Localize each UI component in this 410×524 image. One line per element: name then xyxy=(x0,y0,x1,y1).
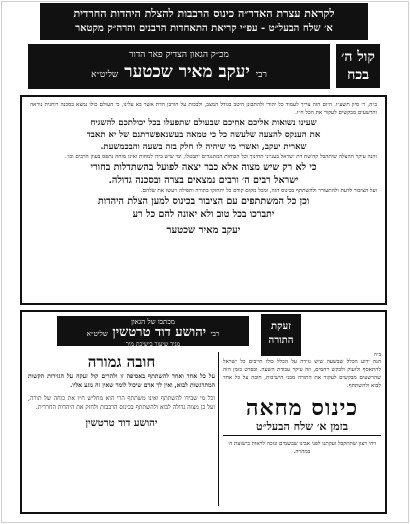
section2-signature: יהושע דוד טרטשין xyxy=(85,418,158,429)
section1-paragraph2: והנה עיקר ההצלה שיתהבל קדושת דת ישראל בענייני החינוך וכל הכוחות המתנגדים יתבטלו, ומי שיש בידו למחות ואינו מוחה נתפס בעוון הרבים וכו׳. xyxy=(65,154,377,160)
announcement-text: הנה ידוע הכלל שבשעה שיש גזירה על הכלל כולו חייבים כל ישראל להתאסף ולזעוק ולבקש רחמים, וזה עיקר עבודת השעה. ובפרט בזמן הזה שהרשעים מבקשים לעקור את התורה מבני הישיבות, חובה על כל אחד לבוא ולהשתתף. xyxy=(223,359,381,389)
announcement-rule xyxy=(223,435,381,436)
kol-hashem-title-box: קול ה׳ בכח xyxy=(336,44,380,88)
section1-big-line4: יתברכו בכל טוב ולא יאונה להם כל רע xyxy=(132,209,275,220)
section2-subtitle: מכתבו של הגאון xyxy=(131,318,175,326)
top-banner xyxy=(40,3,368,40)
section1-big-line1: כי לא רק שיש מצוה אלא כבר יצאה לפועל בהשתדלות בחורי xyxy=(90,162,317,173)
section1-name-prefix: רבי xyxy=(255,70,267,80)
section1-letter xyxy=(20,95,387,305)
section1-signature: יעקב מאיר שכטער xyxy=(166,225,241,236)
section1-subtitle: מכ״ק הגאון הצדיק פאר הדור xyxy=(129,50,229,60)
zaakas-hatorah-title-box: זעקת התורה xyxy=(261,314,301,356)
section2-letter xyxy=(28,352,215,510)
announcement-date: ב״ה xyxy=(373,352,381,358)
section1-bold-line3: שארית יעקב, ואשרי מי שיהיה לו חלק בזה בשעה והבכמשעת. xyxy=(100,142,307,152)
section2-letter-text: על כל אחד ואחד להשתתף באסיפה זו ולהרים קול זעקה על הגזירות הקשות המתרגשות לבוא, ואין לך אדם שיכול לומר שאין זה נוגע אליו. xyxy=(28,373,215,389)
section2-name-prefix: רבי xyxy=(210,330,220,338)
kinus-mecha-subtitle: בזמן א׳ שלח הבעל״ט xyxy=(255,420,349,433)
section1-big-line3: וכן כל המשתתפים עם הציבור בכינוס למען הצלת היהדות xyxy=(97,196,310,207)
section2-name-suffix: שליט״א xyxy=(86,330,108,338)
section1-bold-line2: את הענקס להצעה שלעשה כל כי טמאה בעשנאפשרתנם של יא תאבד xyxy=(86,130,321,140)
section2-divider xyxy=(218,352,219,506)
section2-rabbi-name xyxy=(57,326,249,341)
section1-paragraph3: ועל הציבור לדעת ולהתעורר ולהשתתף בכינוס הזה, ומכל מקום קודם כל יתחזקו בתורה ותפילה ויעשו את שלהם. xyxy=(140,188,377,194)
section1-paragraph1: ב״ה, ר׳ סיון תשע״ו. היום הזה צריך לעמוד כל יהודי ולהתבונן היטב בגודל המצב, ולבכות על חורבן הדת אשר בא עלינו, כי העולם כולו נמצא בסכנה רוחנית נוראה והרשעים מבקשים לעקור את הכל ח״ו. xyxy=(30,102,377,116)
section1-name-text: יעקב מאיר שכטער xyxy=(124,62,250,82)
chova-gmura-title: חובה גמורה xyxy=(87,353,156,371)
kinus-mecha-title: כינוס מחאה xyxy=(245,395,359,421)
section2-header xyxy=(57,316,249,346)
top-banner-line2: א׳ שלח הבעל״ט - עפ״י קריאת התאחדות הרבנים והרה״ק מקטאר xyxy=(75,23,333,34)
announcement-footer: ויהי רצון שתתקבל זעקתנו לפני אבינו שבשמים ונזכה לראות בישועת ה׳ במהרה. xyxy=(227,441,377,455)
section2-subtitle2: מגיד שיעור בישיבת מיר xyxy=(125,341,181,348)
section2-letter-text2: וכל מי שבידו להשתתף ואינו משתתף הרי הוא מחליש ח״ו את כוחה של תורה, ועל כן מצוה גדולה לבוא ולהשתתף בכינוס הרבבות ולחזק את היהדות החרדית. xyxy=(28,395,215,411)
section2-name-text: יהושע דוד טרטשין xyxy=(112,325,207,340)
section1-big-line2: ישראל רבים ה׳ ורבים נמצאים בצרה ובסכנה גדולה. xyxy=(108,175,299,186)
section1-name-suffix: שליט״א xyxy=(91,70,119,80)
section1-header xyxy=(28,44,330,89)
section1-bold-line1: שעינו נשואות אליכם אחיכם שבעולם שתפעלו בכל יכולתכם להשגיח xyxy=(90,118,317,128)
section1-rabbi-name xyxy=(28,62,330,82)
top-banner-line1: לקראת עצרת האדר״ה כינוס הרבבות להצלת היהדות החרדית xyxy=(73,7,335,20)
gathering-announcement xyxy=(223,352,381,510)
